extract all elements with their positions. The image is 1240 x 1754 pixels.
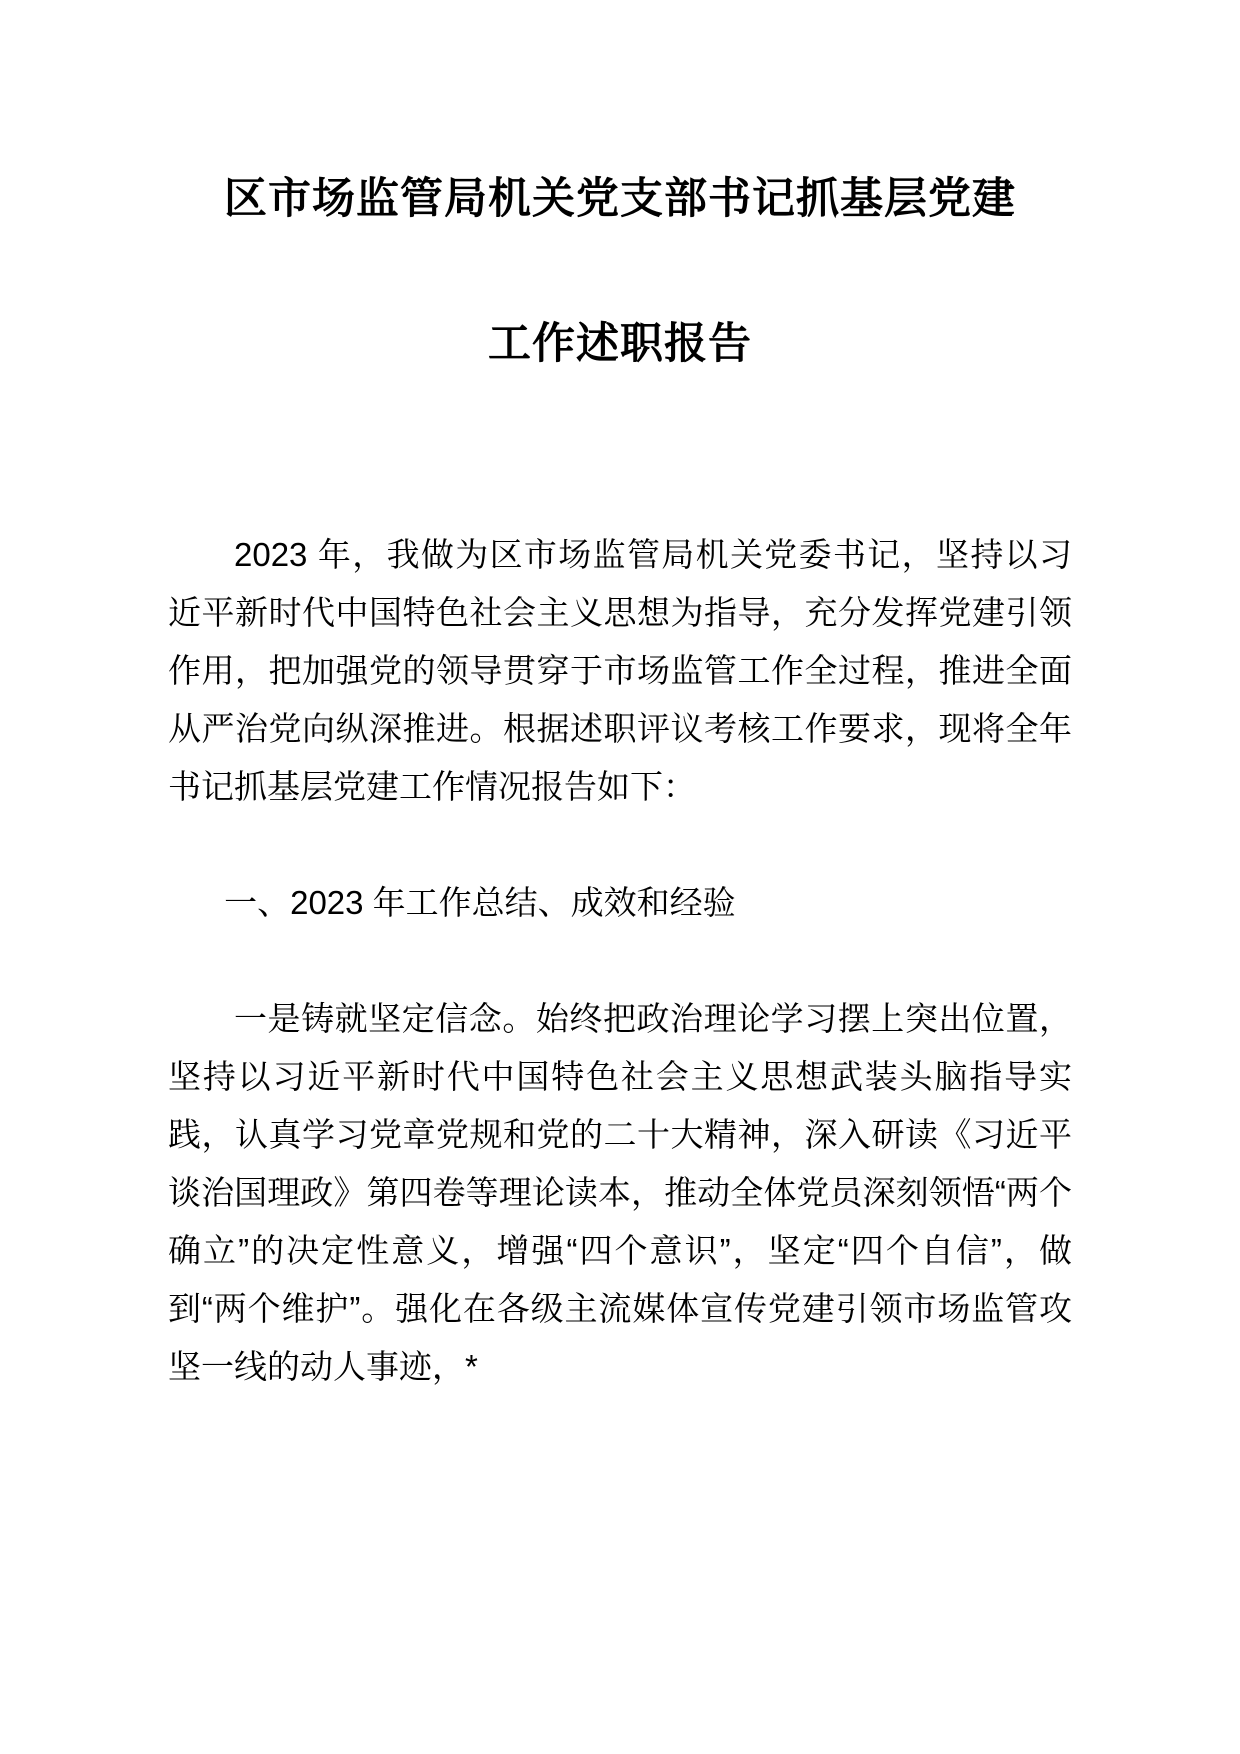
title-line-2: 工作述职报告 — [488, 320, 752, 368]
title-line-1: 区市场监管局机关党支部书记抓基层党建 — [224, 175, 1016, 223]
paragraph-point-1: 一是铸就坚定信念。始终把政治理论学习摆上突出位置，坚持以习近平新时代中国特色社会主义思想武装头脑指导实践，认真学习党章党规和党的二十大精神，深入研读《习近平谈治国理政》第四卷等理论读本，推动全体党员深刻领悟“两个确立”的决定性意义，增强“四个意识”，坚定“四个自信”，做到“两个维护”。强化在各级主流媒体宣传党建引领市场监管攻坚一线的动人事迹，* — [168, 1000, 1072, 1385]
paragraph-intro: 2023 年，我做为区市场监管局机关党委书记，坚持以习近平新时代中国特色社会主义思想为指导，充分发挥党建引领作用，把加强党的领导贯穿于市场监管工作全过程，推进全面从严治党向纵深推进。根据述职评议考核工作要求，现将全年书记抓基层党建工作情况报告如下： — [168, 536, 1072, 805]
document-title — [168, 175, 1072, 368]
document-body — [168, 526, 1072, 1396]
section-heading-1: 一、2023 年工作总结、成效和经验 — [224, 884, 736, 921]
